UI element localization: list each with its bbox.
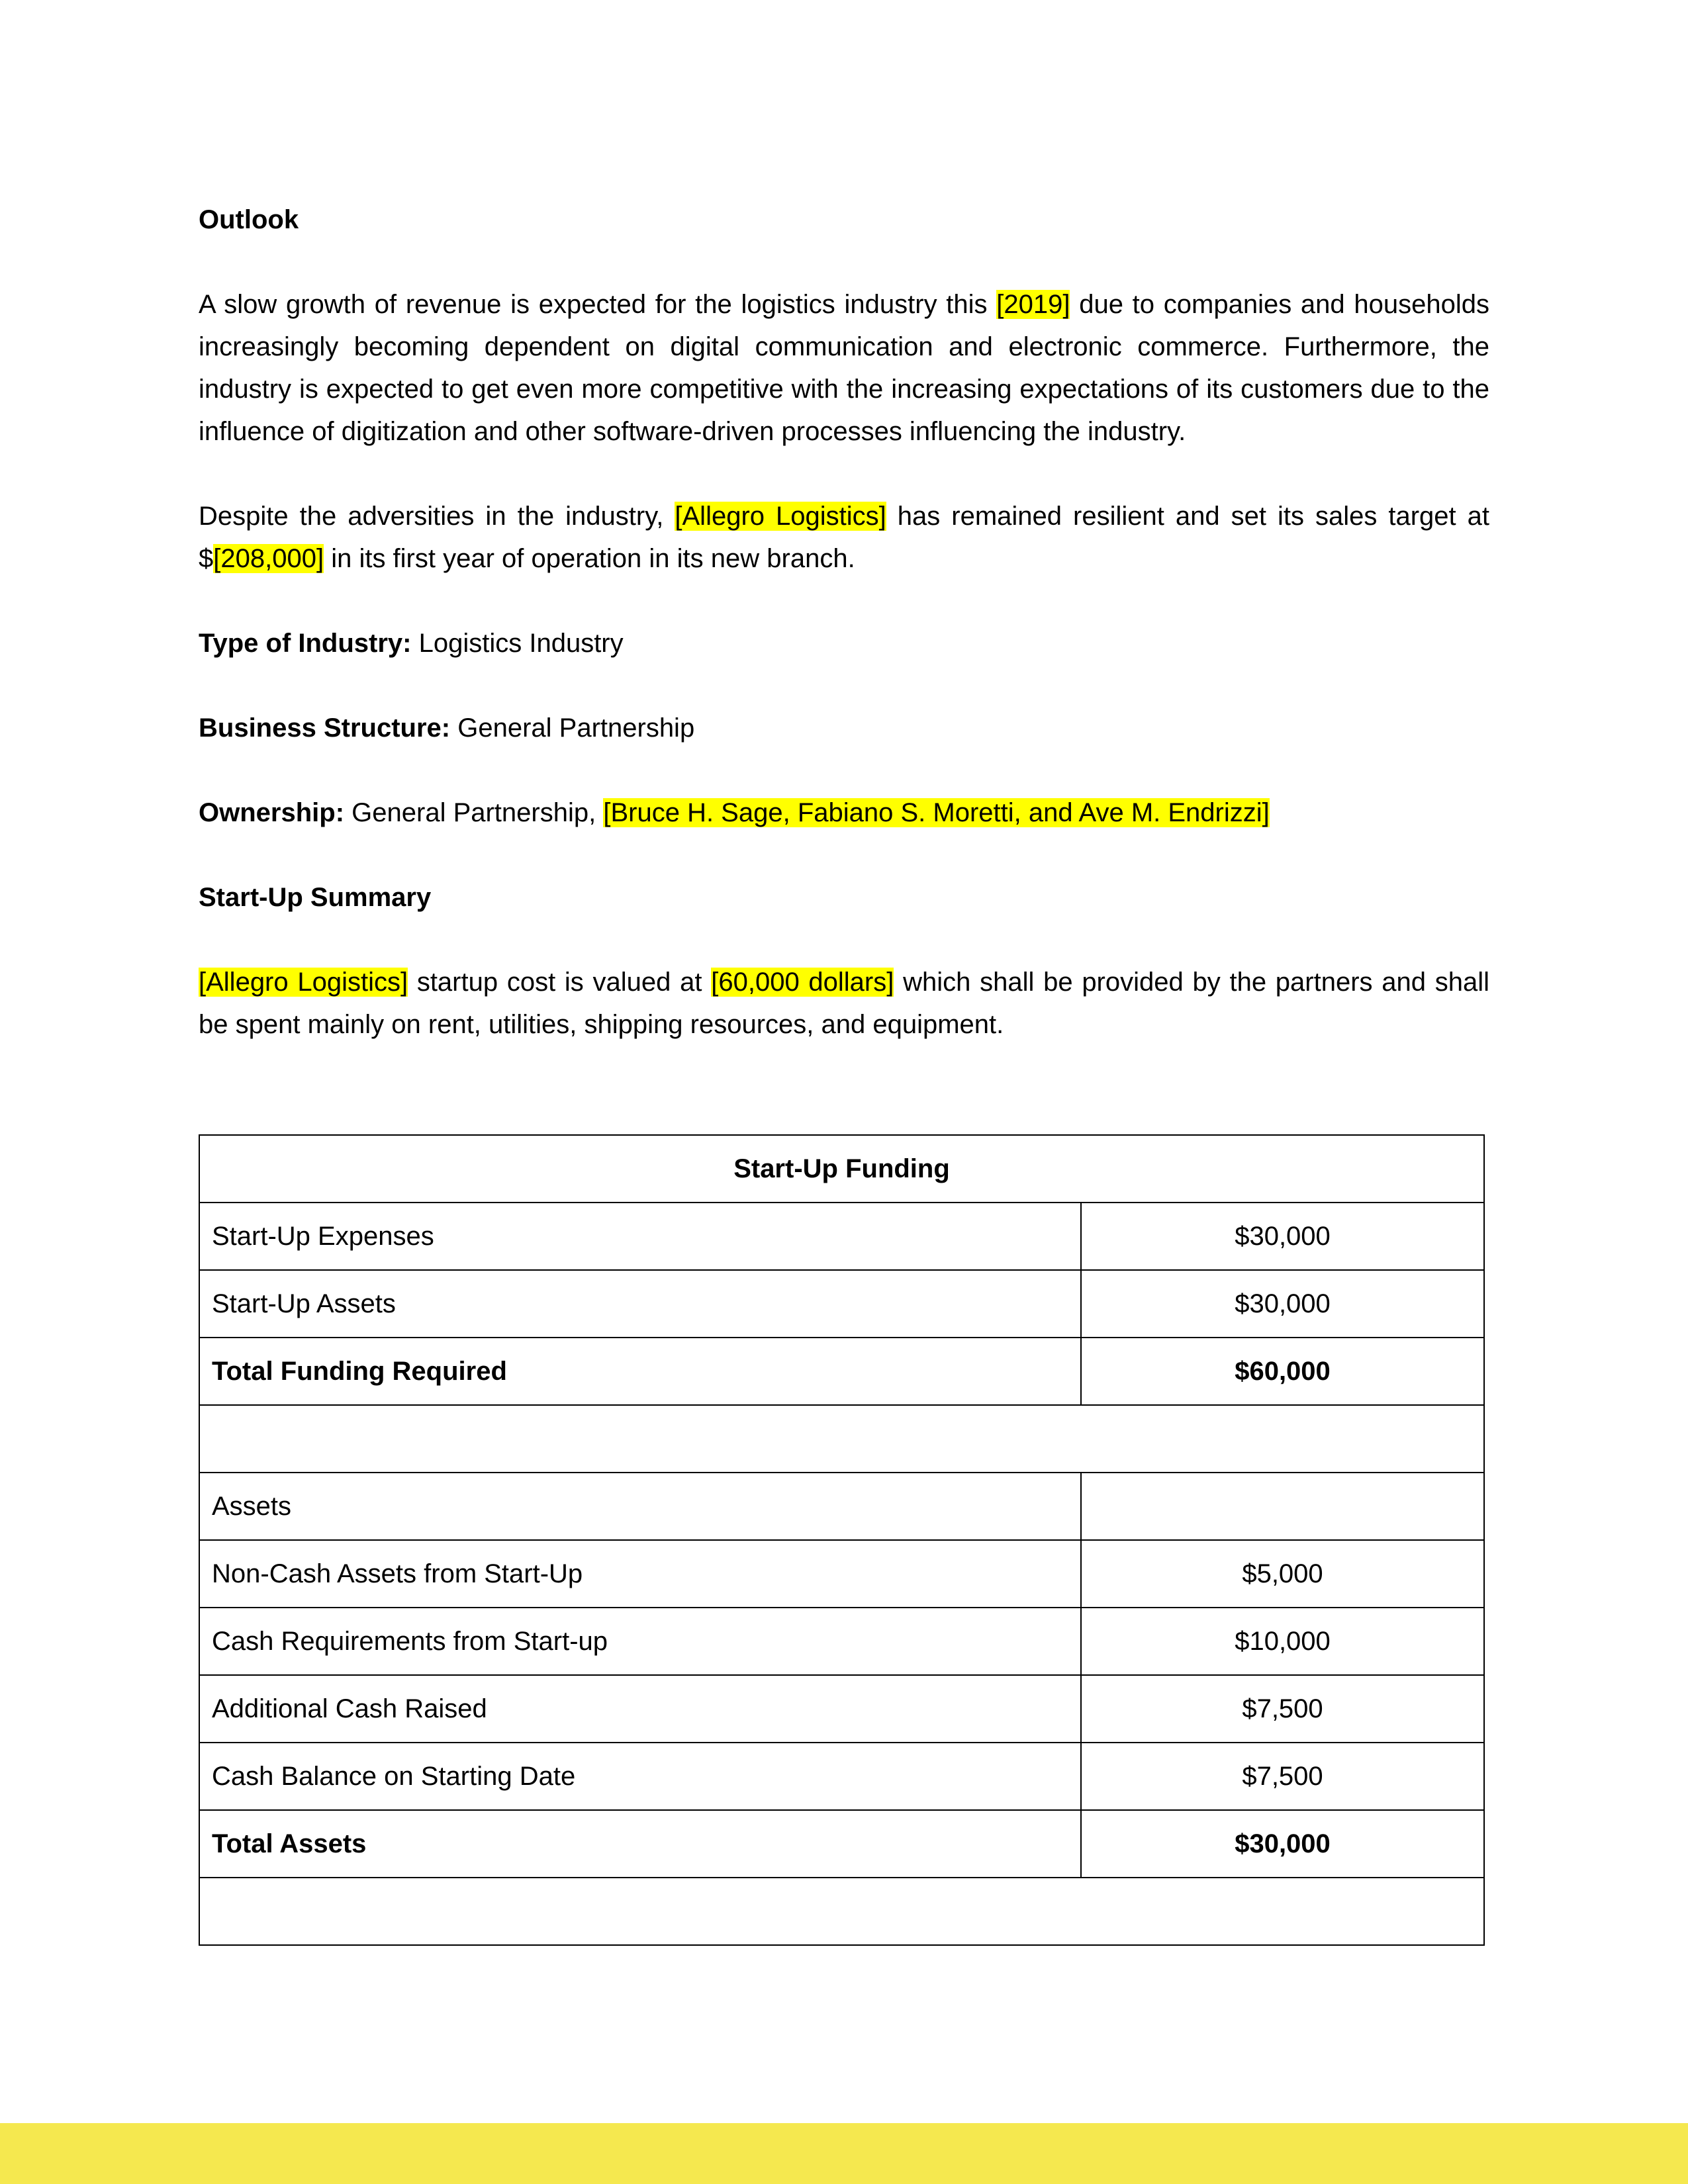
row-label: Assets [199, 1473, 1081, 1540]
table-row [199, 1270, 1484, 1338]
outlook-text: A slow growth of revenue is expected for the logistics industry this [199, 290, 997, 319]
empty-cell [199, 1878, 1484, 1945]
startup-text: which shall be provided by the partners and shall be spent mainly on rent, utilities, shipping resources, and equipment. [199, 968, 1489, 1039]
table-spacer-row [199, 1878, 1484, 1945]
industry-line [199, 622, 1489, 664]
table-row [199, 1675, 1484, 1743]
outlook-text: due to companies and households increasingly becoming dependent on digital communication and electronic commerce. Furthermore, the industry is expected to get even more competitive with the increasing expectations of its customers due to the influence of digitization and other software-driven processes influencing the industry. [199, 290, 1489, 446]
row-value [1081, 1473, 1484, 1540]
row-label: Total Funding Required [199, 1338, 1081, 1405]
row-label: Total Assets [199, 1810, 1081, 1878]
industry-label: Type of Industry: [199, 629, 412, 658]
document-page [199, 199, 1489, 1046]
year-placeholder: [2019] [996, 290, 1070, 319]
row-label: Start-Up Expenses [199, 1203, 1081, 1270]
outlook-heading: Outlook [199, 205, 299, 234]
ownership-value: General Partnership, [344, 798, 604, 827]
row-value: $30,000 [1081, 1203, 1484, 1270]
row-label: Additional Cash Raised [199, 1675, 1081, 1743]
row-label: Non-Cash Assets from Start-Up [199, 1540, 1081, 1608]
startup-cost-placeholder: [60,000 dollars] [711, 968, 894, 997]
startup-heading: Start-Up Summary [199, 883, 432, 912]
row-label: Start-Up Assets [199, 1270, 1081, 1338]
startup-paragraph [199, 961, 1489, 1046]
industry-value: Logistics Industry [411, 629, 624, 658]
row-value: $60,000 [1081, 1338, 1484, 1405]
structure-value: General Partnership [450, 713, 695, 743]
structure-line [199, 707, 1489, 749]
outlook-text: has remained resilient and set its sales target at $ [199, 502, 1489, 573]
ownership-label: Ownership: [199, 798, 345, 827]
table-title: Start-Up Funding [199, 1135, 1484, 1203]
table-row [199, 1473, 1484, 1540]
row-value: $5,000 [1081, 1540, 1484, 1608]
sales-target-placeholder: [208,000] [213, 544, 324, 573]
table-row [199, 1338, 1484, 1405]
outlook-text: in its first year of operation in its new branch. [324, 544, 855, 573]
row-value: $10,000 [1081, 1608, 1484, 1675]
empty-cell [199, 1405, 1484, 1473]
row-label: Cash Balance on Starting Date [199, 1743, 1081, 1810]
table-title-row [199, 1135, 1484, 1203]
table-row [199, 1810, 1484, 1878]
outlook-paragraph-2 [199, 495, 1489, 580]
structure-label: Business Structure: [199, 713, 451, 743]
owners-placeholder: [Bruce H. Sage, Fabiano S. Moretti, and Ave M. Endrizzi] [603, 798, 1270, 827]
outlook-paragraph-1 [199, 283, 1489, 453]
outlook-text: Despite the adversities in the industry, [199, 502, 675, 531]
table-row [199, 1203, 1484, 1270]
footer-color-bar [0, 2123, 1688, 2184]
company-placeholder: [Allegro Logistics] [199, 968, 408, 997]
table-row [199, 1540, 1484, 1608]
row-value: $30,000 [1081, 1810, 1484, 1878]
table-row [199, 1743, 1484, 1810]
company-placeholder: [Allegro Logistics] [675, 502, 886, 531]
startup-text: startup cost is valued at [408, 968, 712, 997]
table-spacer-row [199, 1405, 1484, 1473]
row-label: Cash Requirements from Start-up [199, 1608, 1081, 1675]
row-value: $30,000 [1081, 1270, 1484, 1338]
table-row [199, 1608, 1484, 1675]
startup-funding-table [199, 1134, 1485, 1946]
row-value: $7,500 [1081, 1743, 1484, 1810]
ownership-line [199, 792, 1489, 834]
row-value: $7,500 [1081, 1675, 1484, 1743]
